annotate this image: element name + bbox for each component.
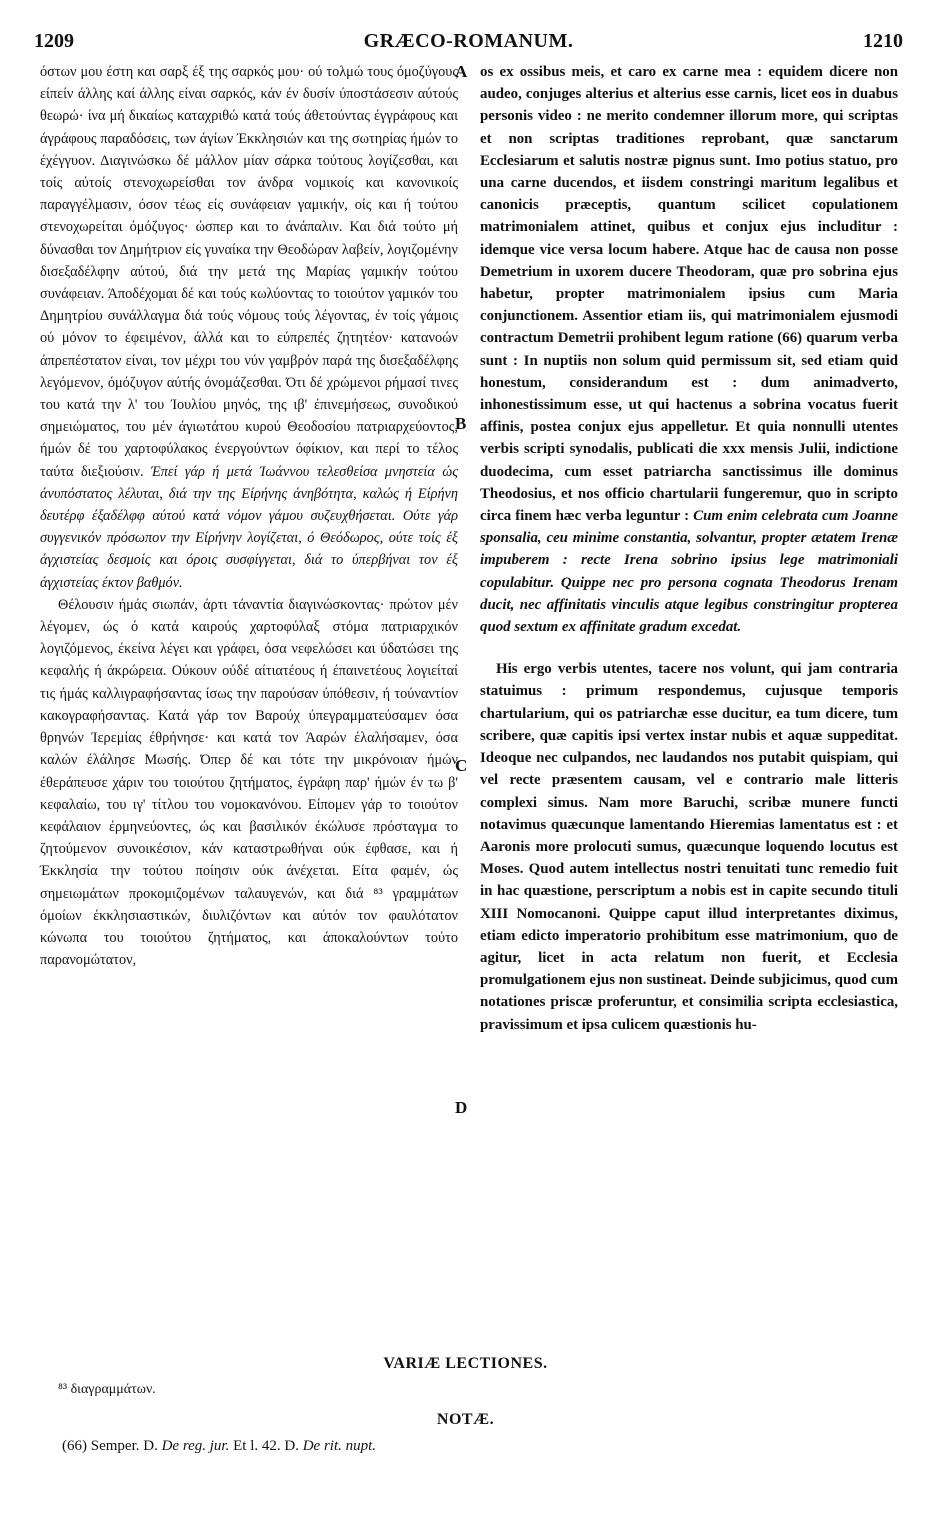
running-title: GRÆCO-ROMANUM. [363, 30, 574, 52]
greek-column [40, 61, 458, 971]
notae-heading: NOTÆ. [436, 1411, 495, 1428]
footnote-number: (66) [62, 1438, 87, 1454]
latin-quotation: Cum enim celebrata cum Joanne sponsalia, ceu minime constantia, solvantur, propter ætatem Irenæ impuberem : recte Irena sobrino ipsius lege matrimoniali copulabitur. Quippe nec pro persona cognata Theodorus Irenam ducit, nec affinitatis vinculis atque legibus constringitur propterea quod sextum ex affinitate gradum excedat. [480, 508, 898, 636]
section-marker-a: A [455, 62, 468, 81]
latin-text-1: os ex ossibus meis, et caro ex carne mea : equidem dicere non audeo, conjuges alterius et alterius esse carnis, licet eos in duabus personis video : ne merito condemner illorum more, qui scriptas et non scriptas traditiones reprobant, quæ sanctarum Ecclesiarum et salutis nostræ pignus sunt. Imo potius statuo, pro una carne ducendos, et iisdem constringi maritum legalibus et canonicis præceptis, quantum scilicet copulationem matrimonialem attinet, quibus et conjux ejus includitur : idemque vice versa locum habere. Atque hac de causa non posse Demetrium in uxorem ducere Theodoram, quæ pro sobrina ejus habetur, propter matrimonialem ipsius cum Maria conjunctionem. Assentior etiam iis, qui matrimonialem ejusmodi contractum Demetrii prohibent legum ratione (66) quarum verba sunt : In nuptiis non solum quid permissum sit, sed etiam quid honestum, considerandum est : dum animadverto, inhonestissimum esse, ut qui hactenus a sobrina vocatus fuerit affinis, postea conjux ejus appelletur. Et quia nonnulli utentes verbis scripti synodalis, publicati die xxx mensis Julii, indictione duodecima, cum esset patriarcha sanctissimus ille dominus Theodosius, et nos officio chartularii fungeremur, quo in scripto circa finem hæc verba leguntur : [480, 64, 898, 525]
section-marker-d: D [455, 1098, 468, 1117]
latin-paragraph-2: His ergo verbis utentes, tacere nos volunt, qui jam contraria statuimus : primum respondemus, cujusque temporis chartularium, qui os patriarchæ esse ducitur, ea tum dicere, tum scribere, quæ capitis ipsi vertex instar nubis et aquæ suppeditat. Ideoque nec culpandos, nec laudandos nos putabit quispiam, qui vel recte præsentem causam, vel e contrario male litteris complexi simus. Nam more Baruchi, scribæ munere functi notavimus quæcunque lamentando Hieremias lamentatus est : et Aaronis more prolocuti sumus, quæcunque loquendo locutus est Moses. Quod autem intellectus nostri tenuitati tunc remedio fuit in hac quæstione, perscriptum a nobis est in capite secundo tituli XIII Nomocanoni. Quippe caput illud interpretantes diximus, etiam edicto imperatorio prohibitum esse matrimonium, quo de agitur, licet in acta relatum non fuerit, et Ecclesia promulgationem ejus non sustineat. Deinde subjicimus, quod cum notationes priscæ proferuntur, et consimilia scripta ecclesiastica, pravissimum et ipsa culicem quæstionis hu- [480, 661, 898, 1033]
footnote-part-a: Semper. D. [90, 1438, 158, 1454]
page-number-left: 1209 [34, 30, 74, 52]
latin-paragraph-1 [480, 61, 898, 638]
section-marker-c: C [455, 756, 468, 775]
greek-paragraph-2: Θέλουσιν ήμάς σιωπάν, άρτι τάναντία διαγινώσκοντας· πρώτον μέν λέγομεν, ώς ό κατά καιρούς χαρτοφύλαξ στόμα πατριαρχικόν λογιζόμενος, έκείνα λέγει και γράφει, όσα νεφελώσει και ύδατώσει της κεφαλής ή άκρώρεια. Ούκουν ούδέ αίτιατέους ή έπαινετέους λογιείταί τις ήμάς καλλιγραφήσαντας ίσως την παρούσαν ύπόθεσιν, ή τούναντίον κακογραφήσαντας. Κατά γάρ τον Βαρούχ ύπεγραμματεύσαμεν όσα θρηνών Ίερεμίας έθρήνησε· και κατά τον Άαρών έλαλήσαμεν, όσα καλών έλάλησε Μωσής. Όπερ δέ και τότε την μικρόνοιαν ήμών έθεράπευσε χάριν του τοιούτου ζητήματος, έγράφη παρ' ήμών έν τω β' κεφαλαίω, του ιγ' τίτλου του νομοκανόνου. Είπομεν γάρ το τοιούτον κεφάλαιον έρμηνεύοντες, ώς και βασιλικόν έκώλυσε πρόσταγμα το ζητούμενον συνοικέσιον, κάν καταστρωθήναι ούκ έφθασε, και ή Έκκλησία την τούτου ποίησιν ούκ άνέχεται. Είτα φαμέν, ώς σημειωμάτων προκομιζομένων ταλαυγενών, και διά ⁸³ γραμμάτων όμοίων έκκλησιαστικών, διυλιζόντων και αύτόν τον φαυλότατον κώνωπα του τοιούτου ζητήματος, και άποκαλούντων τούτο παρανομώτατον, [40, 596, 458, 969]
footnote-part-d: De rit. nupt. [302, 1438, 377, 1454]
footnote-part-c: Et l. 42. D. [233, 1438, 299, 1454]
variae-lectiones-heading: VARIÆ LECTIONES. [383, 1355, 548, 1372]
footnote-66 [62, 1438, 376, 1455]
greek-paragraph-1 [40, 61, 458, 594]
footnote-part-b: De reg. jur. [161, 1438, 230, 1454]
greek-quotation: Έπεί γάρ ή μετά Ίωάννου τελεσθείσα μνηστεία ώς άνυπόστατος λέλυται, διά την της Είρήνης άνηβότητα, καλώς ή Είρήνη δευτέρφ έξαδέλφφ αύτού κατά νόμον γάμου συζευχθήσεται. Ούτε γάρ συγγενικόν πρόσωπον την Είρήνην λογίζεται, ό Θεόδωρος, ούτε τοίς έξ άγχιστείας δεσμοίς και όροις συσφίγγεται, διά το ύπερβήναι τον έξ άγχιστείας έκτον βαθμόν. [40, 463, 458, 591]
running-header [34, 30, 903, 58]
section-marker-b: B [455, 414, 467, 433]
variant-reading: ⁸³ διαγραμμάτων. [58, 1382, 156, 1397]
page-number-right: 1210 [863, 30, 903, 52]
latin-column [480, 61, 898, 1036]
greek-text-1: όστων μου έστη και σαρξ έξ της σαρκός μου· ού τολμώ τους όμοζύγους είπείν άλλης καί άλλης είναι σαρκός, κάν έν δυσίν ύποστάσεσιν αύτούς θεωρώ· ίνα μή δικαίως καταχριθώ κατά τούς άθετούντας έγγράφους και άγράφους παραδόσεις, των άγίων Έκκλησιών και της σωτηρίας ήμών το έχέγγυον. Διαγινώσκω δέ μάλλον μίαν σάρκα τούτους λογίζεσθαι, και τοίς αύτοίς στενοχωρείσθαι τον άνδρα νομικοίς και κανονικοίς παραγγέλμασιν, όσον τέως είς συνάφειαν γαμικήν, οίς και ή τούτου στενοχωρείται όμόζυγος· ώσπερ και το άνάπαλιν. Και διά τούτο μή δύνασθαι τον Δημήτριον είς γυναίκα την Θεοδώραν λαβείν, λογιζομένην δισεξαδέλφην αύτού, διά την μετά της Μαρίας γαμικήν τούτου συνάφειαν. Άποδέχομαι δέ και τούς κωλύοντας το τοιούτον γαμικόν του Δημητρίου συνάλλαγμα διά τούς νόμους τούς λέγοντας, έν τοίς γάμοις ού μόνον το έφειμένον, άλλά και το εύπρεπές ζητητέον· κατανοών άπρεπέστατον είναι, τον μέχρι του νύν γαμβρόν παρά της δισεξαδέλφης λεγόμενον, όμόζυγον αύτής όνομάζεσθαι. Ότι δέ χρώμενοι ρήμασί τινες του κατά την λ' του Ίουλίου μηνός, της ιβ' έπινεμήσεως, συνοδικού σημειώματος, του μέν άγιωτάτου κυρού Θεοδοσίου πατριαρχεύοντος, ήμών δέ του χαρτοφύλακος ένεργούντων όφίκιον, και περί το τέλος ταύτα διεξιούσιν. [40, 64, 458, 480]
